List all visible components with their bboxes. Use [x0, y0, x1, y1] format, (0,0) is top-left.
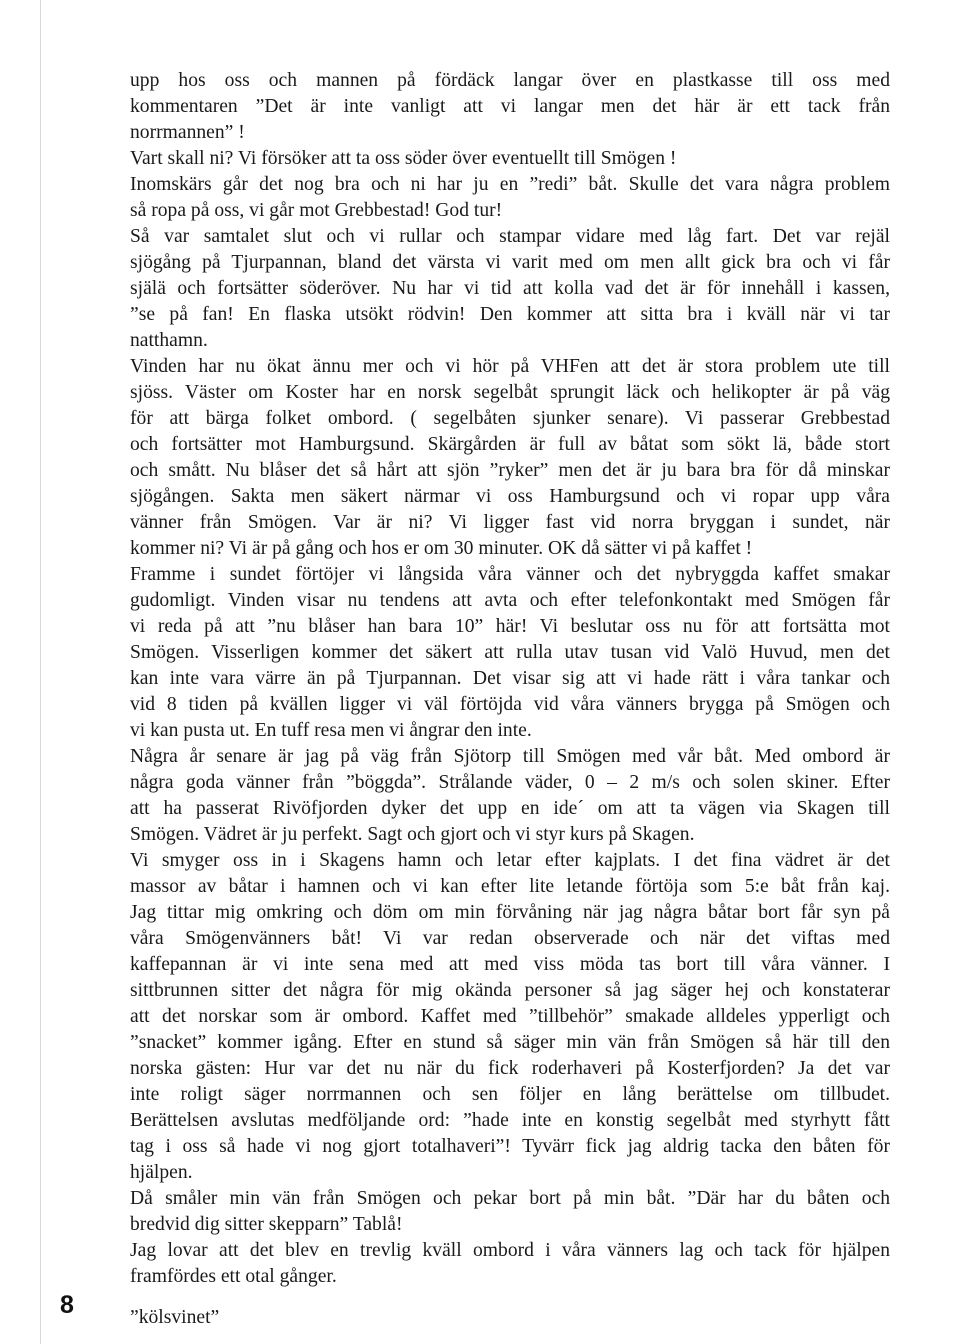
text-line: massor av båtar i hamnen och vi kan efter lite letande förtöja som 5:e båt från kaj.	[130, 876, 890, 897]
paragraph	[130, 172, 890, 224]
paragraph	[130, 224, 890, 354]
page-body-text	[130, 68, 890, 1290]
text-line: norska gästen: Hur var det nu när du fick roderhaveri på Kosterfjorden? Ja det var	[130, 1058, 890, 1079]
text-line: sjögång på Tjurpannan, bland det värsta vi varit med om men allt gick bra och vi får	[130, 252, 890, 273]
text-line: att det norskar som är ombord. Kaffet med ”tillbehör” smakade alldeles ypperligt och	[130, 1006, 890, 1027]
paragraph	[130, 146, 890, 172]
page-number: 8	[60, 1291, 74, 1319]
text-line: Inomskärs går det nog bra och ni har ju en ”redi” båt. Skulle det vara några problem	[130, 174, 890, 195]
text-line: norrmannen” !	[130, 122, 245, 143]
text-line: vi kan pusta ut. En tuff resa men vi ångrar den inte.	[130, 720, 532, 741]
text-line: gudomligt. Vinden visar nu tendens att avta och efter telefonkontakt med Smögen får	[130, 590, 890, 611]
text-line: Berättelsen avslutas medföljande ord: ”hade inte en konstig segelbåt med styrhytt fått	[130, 1110, 890, 1131]
text-line: Jag tittar mig omkring och döm om min förvåning när jag några båtar bort får syn på	[130, 902, 890, 923]
text-line: Då småler min vän från Smögen och pekar bort på min båt. ”Där har du båten och	[130, 1188, 890, 1209]
text-line: själä och fortsätter söderöver. Nu har vi tid att kolla vad det är för innehåll i kassen,	[130, 278, 890, 299]
text-line: ”se på fan! En flaska utsökt rödvin! Den kommer att sitta bra i kväll när vi tar	[130, 304, 890, 325]
text-line: Jag lovar att det blev en trevlig kväll ombord i våra vänners lag och tack för hjälpen	[130, 1240, 890, 1261]
text-line: Vart skall ni? Vi försöker att ta oss söder över eventuellt till Smögen !	[130, 148, 677, 169]
text-line: Smögen. Visserligen kommer det säkert att rulla utav tusan vid Valö Huvud, men det	[130, 642, 890, 663]
text-line: kommer ni? Vi är på gång och hos er om 30 minuter. OK då sätter vi på kaffet !	[130, 538, 753, 559]
text-line: Några år senare är jag på väg från Sjötorp till Smögen med vår båt. Med ombord är	[130, 746, 890, 767]
text-line: vid 8 tiden på kvällen ligger vi väl förtöjda vid våra vänners brygga på Smögen och	[130, 694, 890, 715]
footer-title: ”kölsvinet”	[130, 1307, 220, 1328]
text-line: ”snacket” kommer igång. Efter en stund så säger min vän från Smögen så här till den	[130, 1032, 890, 1053]
text-line: kan inte vara värre än på Tjurpannan. Det visar sig att vi hade rätt i våra tankar och	[130, 668, 890, 689]
text-line: för att bärga folket ombord. ( segelbåten sjunker senare). Vi passerar Grebbestad	[130, 408, 890, 429]
text-line: natthamn.	[130, 330, 208, 351]
text-line: framfördes ett otal gånger.	[130, 1266, 337, 1287]
text-line: vi reda på att ”nu blåser han bara 10” här! Vi beslutar oss nu för att fortsätta mot	[130, 616, 890, 637]
text-line: sittbrunnen sitter det några för mig okända personer så jag säger hej och konstaterar	[130, 980, 890, 1001]
text-line: hjälpen.	[130, 1162, 193, 1183]
paragraph	[130, 848, 890, 1186]
text-line: bredvid dig sitter skepparn” Tablå!	[130, 1214, 403, 1235]
text-line: Smögen. Vädret är ju perfekt. Sagt och gjort och vi styr kurs på Skagen.	[130, 824, 695, 845]
text-line: kaffepannan är vi inte sena med att med viss möda tas bort till våra vänner. I	[130, 954, 890, 975]
text-line: tag i oss så hade vi nog gjort totalhaveri”! Tyvärr fick jag aldrig tacka den båten för	[130, 1136, 890, 1157]
paragraph	[130, 68, 890, 146]
text-line: att ha passerat Rivöfjorden dyker det upp en ide´ om att ta vägen via Skagen till	[130, 798, 890, 819]
text-line: sjögången. Sakta men säkert närmar vi oss Hamburgsund och vi ropar upp våra	[130, 486, 890, 507]
text-line: våra Smögenvänners båt! Vi var redan observerade och när det viftas med	[130, 928, 890, 949]
text-line: Så var samtalet slut och vi rullar och stampar vidare med låg fart. Det var rejäl	[130, 226, 890, 247]
text-line: så ropa på oss, vi går mot Grebbestad! God tur!	[130, 200, 503, 221]
text-line: Vi smyger oss in i Skagens hamn och letar efter kajplats. I det fina vädret är det	[130, 850, 890, 871]
text-line: sjöss. Väster om Koster har en norsk segelbåt sprungit läck och helikopter är på väg	[130, 382, 890, 403]
paragraph	[130, 562, 890, 744]
paragraph	[130, 1186, 890, 1238]
paragraph	[130, 354, 890, 562]
text-line: några goda vänner från ”böggda”. Strålande väder, 0 – 2 m/s och solen skiner. Efter	[130, 772, 890, 793]
page-binding-edge	[40, 0, 41, 1344]
text-line: inte roligt säger norrmannen och sen följer en lång berättelse om tillbudet.	[130, 1084, 890, 1105]
text-line: Framme i sundet förtöjer vi långsida våra vänner och det nybryggda kaffet smakar	[130, 564, 890, 585]
text-line: kommentaren ”Det är inte vanligt att vi langar men det här är ett tack från	[130, 96, 890, 117]
text-line: och smått. Nu blåser det så hårt att sjön ”ryker” men det är ju bara bra för då minskar	[130, 460, 890, 481]
text-line: upp hos oss och mannen på fördäck langar över en plastkasse till oss med	[130, 70, 890, 91]
paragraph	[130, 1238, 890, 1290]
text-line: och fortsätter mot Hamburgsund. Skärgården är full av båtat som sökt lä, både stort	[130, 434, 890, 455]
paragraph	[130, 744, 890, 848]
text-line: Vinden har nu ökat ännu mer och vi hör på VHFen att det är stora problem ute till	[130, 356, 890, 377]
text-line: vänner från Smögen. Var är ni? Vi ligger fast vid norra bryggan i sundet, när	[130, 512, 890, 533]
